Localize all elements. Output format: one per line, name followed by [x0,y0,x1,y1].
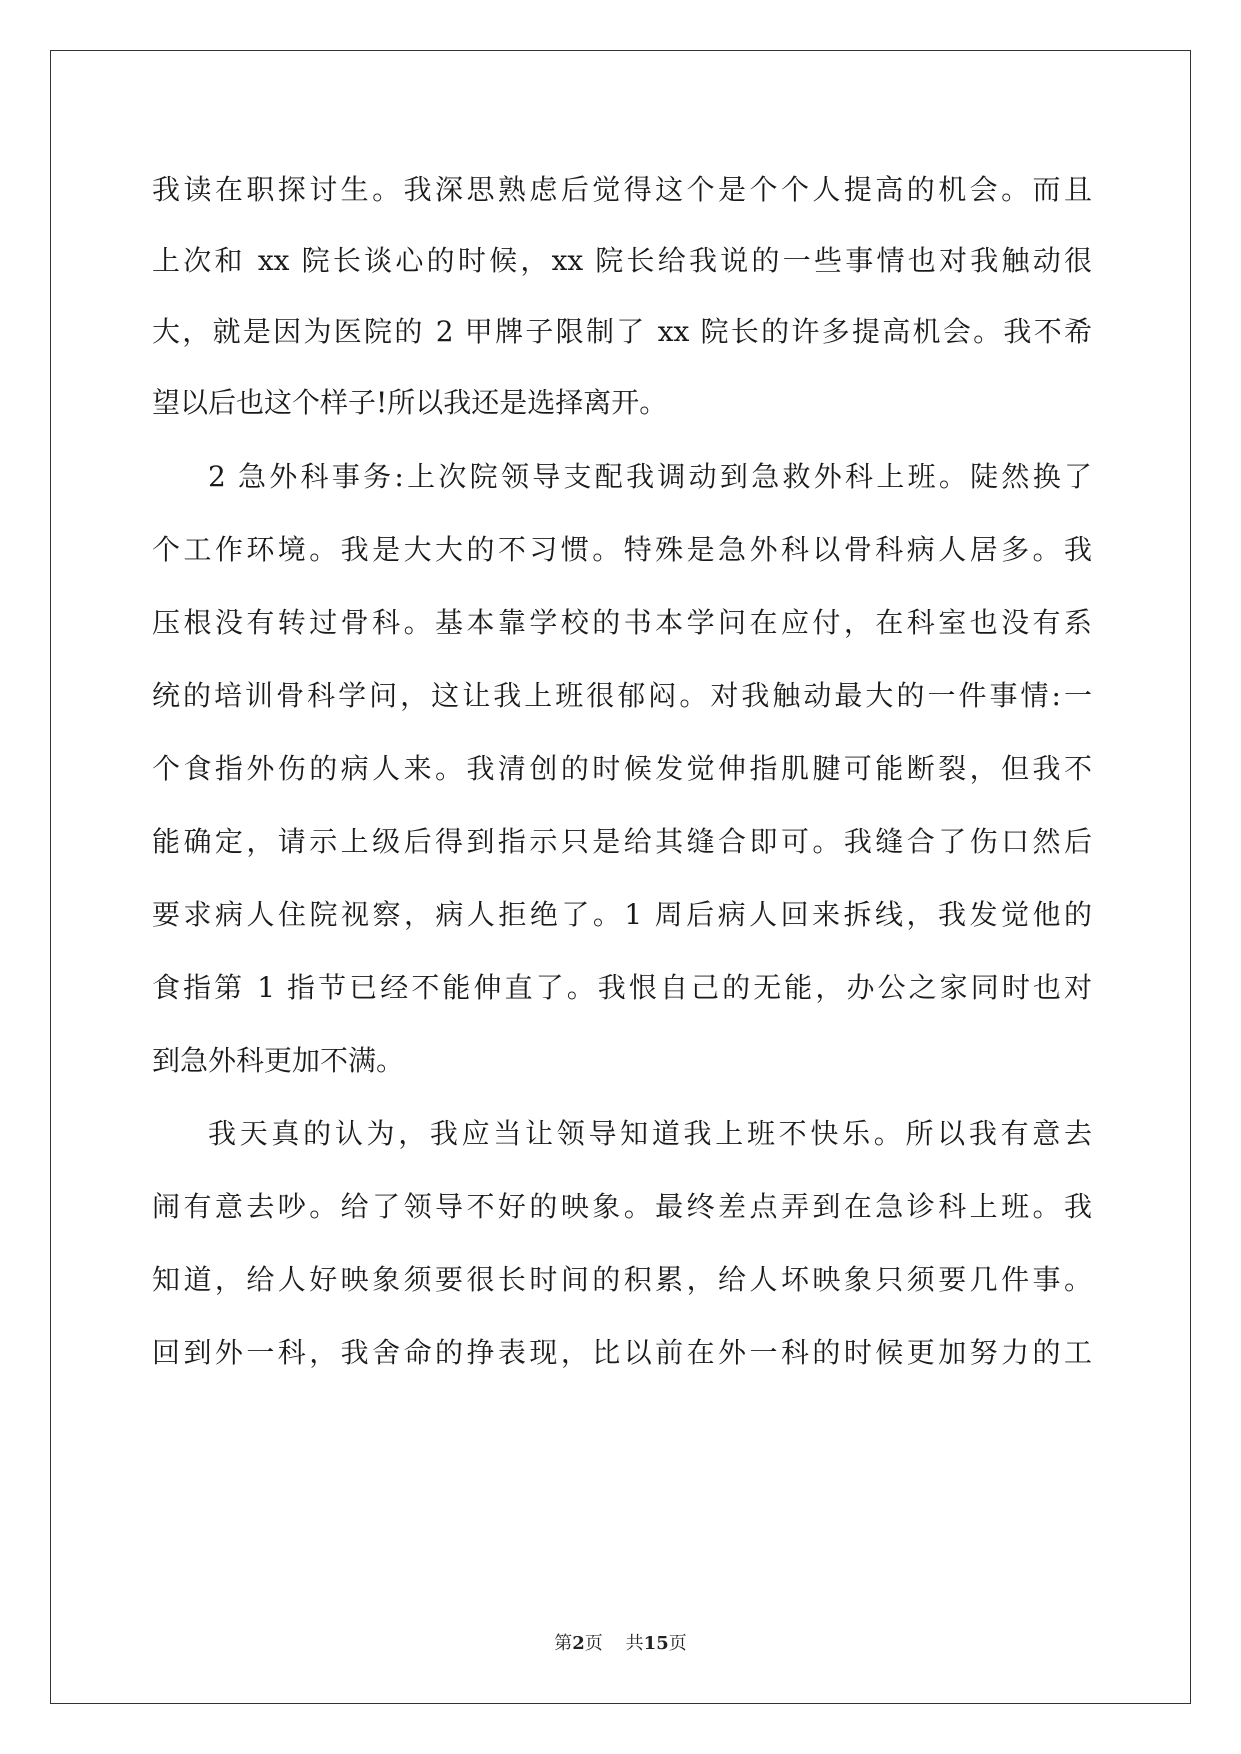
text-line-14: 我天真的认为，我应当让领导知道我上班不快乐。所以我有意去 [208,1117,1092,1150]
text-line-9: 个食指外伤的病人来。我清创的时候发觉伸指肌腱可能断裂，但我不 [152,752,1092,785]
text-line-12: 食指第 1 指节已经不能伸直了。我恨自己的无能，办公之家同时也对 [152,971,1092,1004]
page-prefix: 第 [554,1633,573,1654]
text-line-15: 闹有意去吵。给了领导不好的映象。最终差点弄到在急诊科上班。我 [152,1190,1092,1223]
text-line-13: 到急外科更加不满。 [152,1044,405,1077]
page-total: 15 [643,1633,669,1654]
text-line-5: 2 急外科事务:上次院领导支配我调动到急救外科上班。陡然换了 [208,460,1092,493]
text-line-11: 要求病人住院视察，病人拒绝了。1 周后病人回来拆线，我发觉他的 [152,898,1092,931]
text-line-17: 回到外一科，我舍命的挣表现，比以前在外一科的时候更加努力的工 [152,1336,1092,1369]
text-line-1: 我读在职探讨生。我深思熟虑后觉得这个是个个人提高的机会。而且 [152,173,1092,206]
text-line-2: 上次和 xx 院长谈心的时候，xx 院长给我说的一些事情也对我触动很 [152,244,1092,277]
text-line-4: 望以后也这个样子!所以我还是选择离开。 [152,386,668,419]
page-footer [0,1632,1241,1656]
text-line-7: 压根没有转过骨科。基本靠学校的书本学问在应付，在科室也没有系 [152,606,1092,639]
total-suffix: 页 [668,1633,687,1654]
page-border [50,50,1191,1704]
text-line-16: 知道，给人好映象须要很长时间的积累，给人坏映象只须要几件事。 [152,1263,1092,1296]
text-line-10: 能确定，请示上级后得到指示只是给其缝合即可。我缝合了伤口然后 [152,825,1092,858]
page-suffix: 页 [584,1633,603,1654]
text-line-3: 大，就是因为医院的 2 甲牌子限制了 xx 院长的许多提高机会。我不希 [152,315,1092,348]
text-line-6: 个工作环境。我是大大的不习惯。特殊是急外科以骨科病人居多。我 [152,533,1092,566]
total-prefix: 共 [625,1633,644,1654]
page-current: 2 [572,1633,585,1654]
text-line-8: 统的培训骨科学问，这让我上班很郁闷。对我触动最大的一件事情:一 [152,679,1092,712]
